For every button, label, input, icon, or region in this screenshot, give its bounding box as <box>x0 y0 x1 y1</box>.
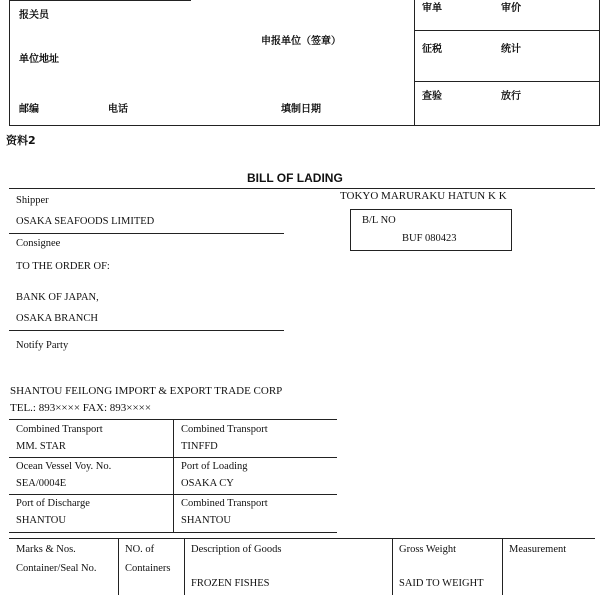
shipper-value: OSAKA SEAFOODS LIMITED <box>16 216 155 227</box>
release-label: 放行 <box>501 91 521 102</box>
goods-divider-4 <box>502 538 503 595</box>
bl-number-label: B/L NO <box>362 215 396 226</box>
shipper-rule <box>9 233 284 234</box>
port-of-discharge-value: SHANTOU <box>16 515 66 526</box>
price-review-label: 审价 <box>501 3 521 14</box>
title-rule <box>9 188 595 189</box>
statistics-label: 统计 <box>501 44 521 55</box>
postcode-label: 邮编 <box>19 104 39 115</box>
marks-label-line-1: Marks & Nos. <box>16 544 76 555</box>
place-of-delivery-value: SHANTOU <box>181 515 231 526</box>
review-label: 审单 <box>422 3 442 14</box>
containers-label-line-1: NO. of <box>125 544 155 555</box>
bl-number-value: BUF 080423 <box>402 233 457 244</box>
review-column-divider <box>414 0 415 126</box>
place-of-delivery-label: Combined Transport <box>181 498 268 509</box>
goods-divider-1 <box>118 538 119 595</box>
clerk-row-divider <box>190 0 191 1</box>
shipper-label: Shipper <box>16 195 49 206</box>
place-of-receipt-value: TINFFD <box>181 441 218 452</box>
consignee-label: Consignee <box>16 238 61 249</box>
goods-divider-2 <box>184 538 185 595</box>
transport-divider <box>173 419 174 532</box>
pre-carriage-value: MM. STAR <box>16 441 66 452</box>
bill-title: BILL OF LADING <box>247 171 343 185</box>
gross-weight-label: Gross Weight <box>399 544 457 555</box>
measurement-label: Measurement <box>509 544 567 555</box>
place-of-receipt-label: Combined Transport <box>181 424 268 435</box>
carrier-name: TOKYO MARURAKU HATUN K K <box>340 190 507 202</box>
goods-divider-3 <box>392 538 393 595</box>
ocean-vessel-label: Ocean Vessel Voy. No. <box>16 461 112 472</box>
notify-party-line-2: TEL.: 893×××× FAX: 893×××× <box>10 402 152 414</box>
port-of-discharge-label: Port of Discharge <box>16 498 90 509</box>
port-of-loading-label: Port of Loading <box>181 461 248 472</box>
review-row-line-1 <box>414 30 600 31</box>
notify-party-label: Notify Party <box>16 340 69 351</box>
inspection-label: 查验 <box>422 91 442 102</box>
fill-date-label: 填制日期 <box>281 104 321 115</box>
declarant-unit-label: 申报单位（签章） <box>261 36 341 47</box>
tax-label: 征税 <box>422 44 442 55</box>
consignee-line-2: BANK OF JAPAN, <box>16 292 99 303</box>
description-value: FROZEN FISHES <box>191 578 270 589</box>
customs-clerk-label: 报关员 <box>19 10 49 21</box>
gross-weight-value: SAID TO WEIGHT <box>399 578 484 589</box>
section-label: 资料2 <box>6 134 36 147</box>
goods-top-rule <box>9 538 595 539</box>
description-label: Description of Goods <box>191 544 282 555</box>
phone-label: 电话 <box>108 104 128 115</box>
review-row-line-2 <box>414 81 600 82</box>
ocean-vessel-value: SEA/0004E <box>16 478 67 489</box>
port-of-loading-value: OSAKA CY <box>181 478 234 489</box>
containers-label-line-2: Containers <box>125 563 171 574</box>
pre-carriage-label: Combined Transport <box>16 424 103 435</box>
notify-party-line-1: SHANTOU FEILONG IMPORT & EXPORT TRADE CORP <box>10 385 283 397</box>
clerk-row-line <box>9 0 191 1</box>
consignee-line-3: OSAKA BRANCH <box>16 313 98 324</box>
transport-rule-4 <box>9 532 337 533</box>
consignee-rule <box>9 330 284 331</box>
marks-label-line-2: Container/Seal No. <box>16 563 97 574</box>
unit-address-label: 单位地址 <box>19 54 59 65</box>
consignee-line-1: TO THE ORDER OF: <box>16 261 110 272</box>
